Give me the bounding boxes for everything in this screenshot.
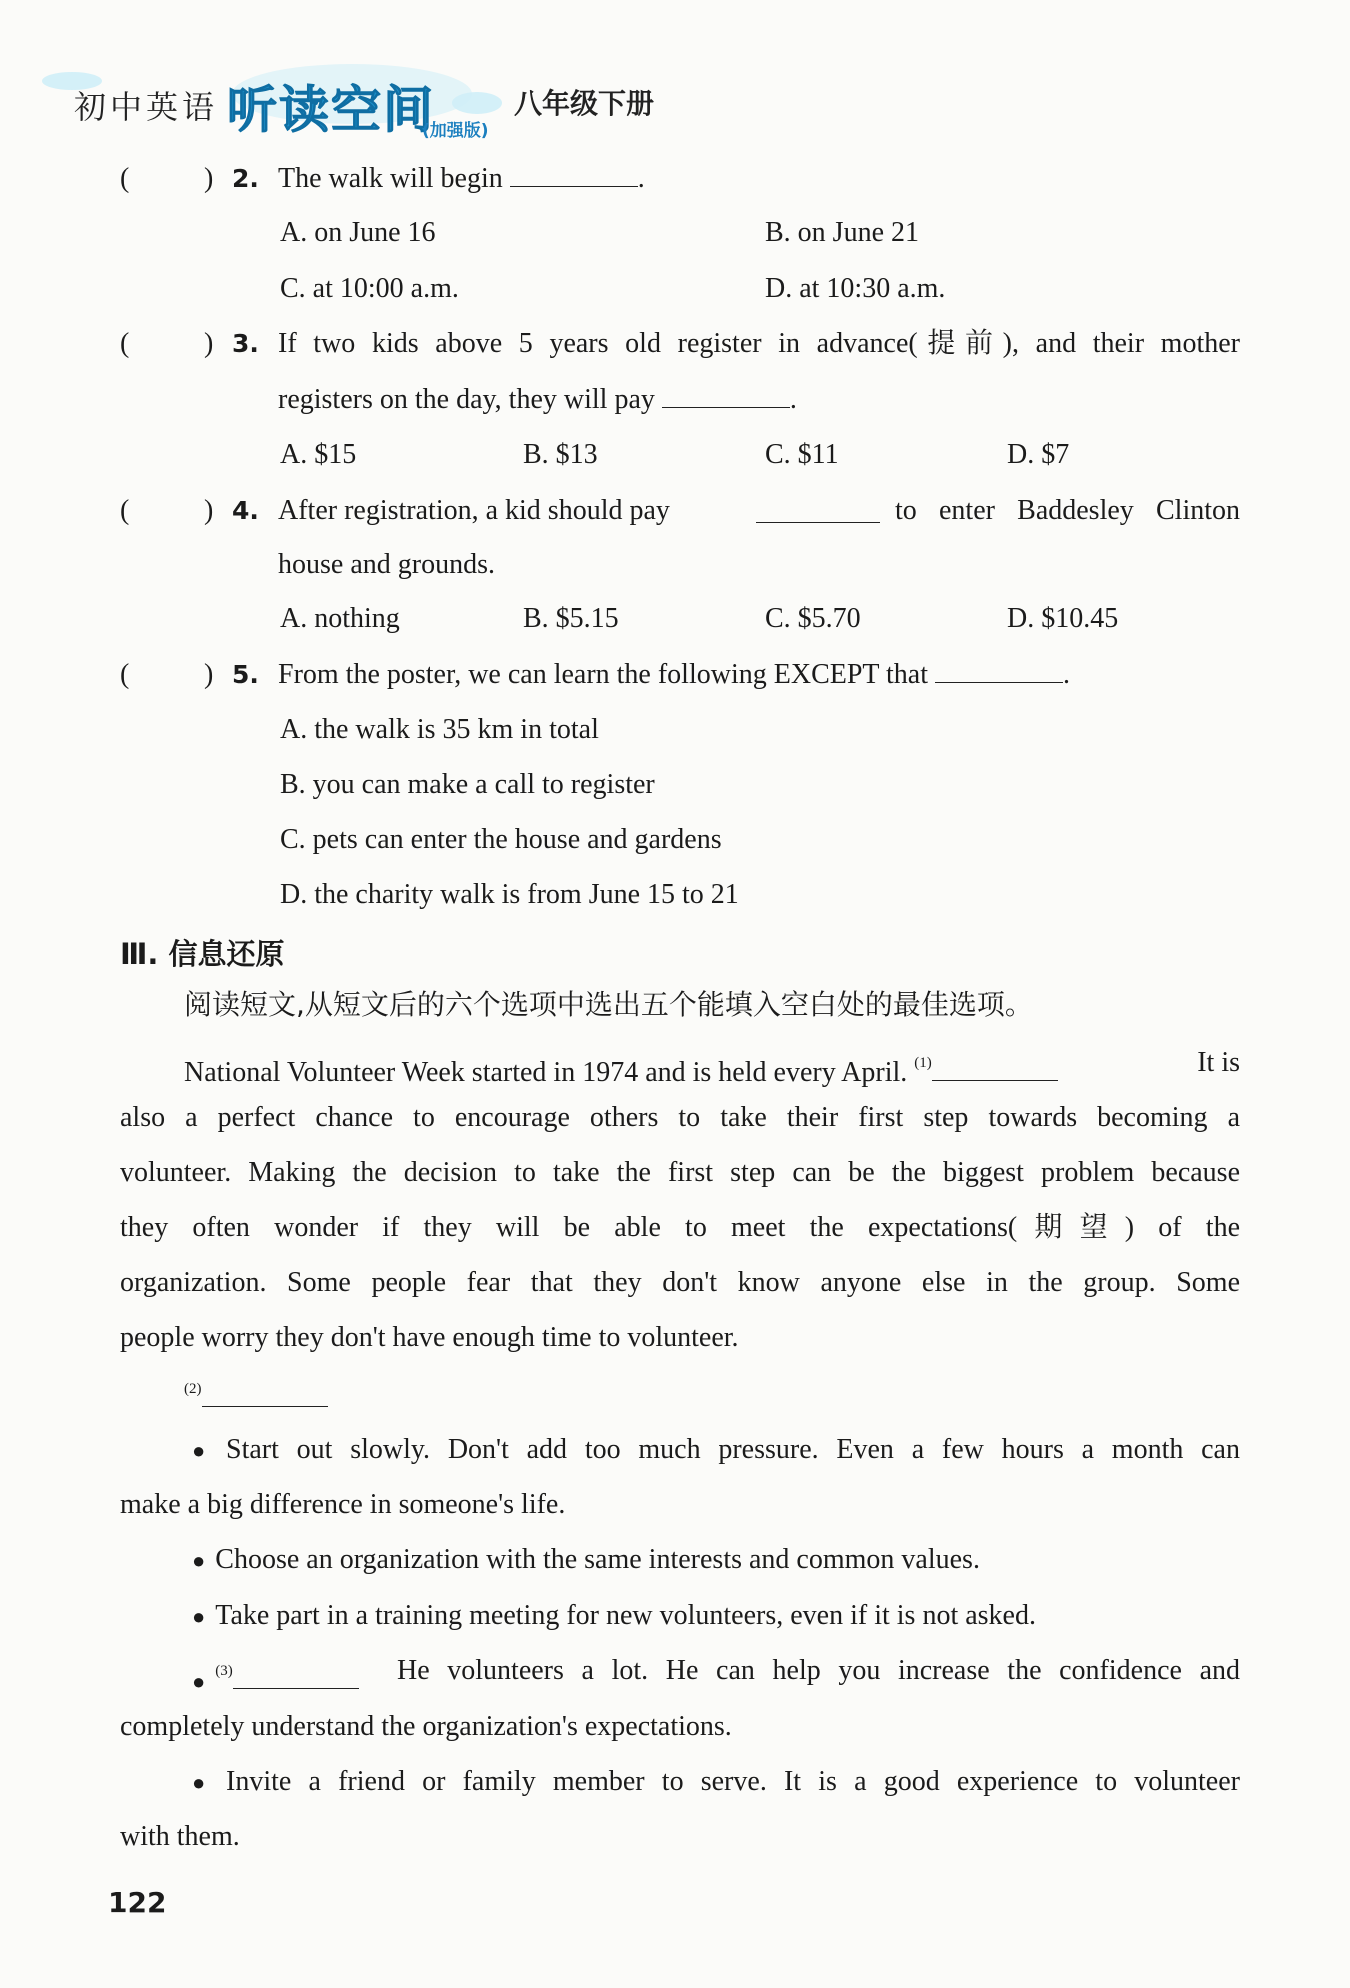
- book-series-prefix: 初中英语: [74, 88, 219, 126]
- question-stem: After registration, a kid should pay: [278, 495, 670, 526]
- option: D. $7: [1007, 439, 1070, 470]
- option: B. on June 21: [765, 217, 919, 248]
- blank-number: (3): [215, 1663, 233, 1679]
- option: C. $11: [765, 439, 839, 470]
- option: A. nothing: [280, 603, 400, 634]
- page-number: 122: [108, 1886, 167, 1919]
- book-edition: (加强版): [422, 121, 489, 141]
- option: D. $10.45: [1007, 603, 1119, 634]
- answer-blank: [935, 658, 1063, 683]
- bullet-item-continued: make a big difference in someone's life.: [120, 1489, 566, 1520]
- option: B. you can make a call to register: [280, 769, 655, 800]
- passage-line: organization. Some people fear that they don't know anyone else in the group. Some: [120, 1267, 1240, 1298]
- answer-blank: [510, 162, 638, 187]
- passage-line: National Volunteer Week started in 1974 and is held every April. $^{(1)}$ It is: [184, 1047, 1240, 1088]
- option: C. $5.70: [765, 603, 861, 634]
- question-stem-line2: house and grounds.: [278, 549, 495, 580]
- question-stem: From the poster, we can learn the following EXCEPT that .: [278, 659, 1071, 690]
- answer-paren-left: (: [120, 163, 130, 194]
- passage-line: people worry they don't have enough time to volunteer.: [120, 1322, 739, 1353]
- option: B. $13: [523, 439, 598, 470]
- option: D. at 10:30 a.m.: [765, 273, 946, 304]
- bullet-dot-icon: ●: [192, 1604, 206, 1629]
- bullet-item-continued: with them.: [120, 1821, 240, 1852]
- section-instruction: 阅读短文,从短文后的六个选项中选出五个能填入空白处的最佳选项。: [184, 988, 1033, 1021]
- question-stem: The walk will begin .: [278, 163, 645, 194]
- option: A. the walk is 35 km in total: [280, 714, 599, 745]
- bullet-item: ● $^{(3)}$ He volunteers a lot. He can help you increase the confidence and: [192, 1655, 1240, 1694]
- book-grade: 八年级下册: [514, 87, 655, 120]
- answer-blank: [202, 1376, 328, 1407]
- question-number: 3.: [232, 329, 259, 358]
- answer-paren-left: (: [120, 495, 130, 526]
- answer-paren-left: (: [120, 659, 130, 690]
- option: A. on June 16: [280, 217, 436, 248]
- bullet-item-continued: completely understand the organization's expectations.: [120, 1711, 732, 1742]
- option: D. the charity walk is from June 15 to 21: [280, 879, 739, 910]
- passage-line: also a perfect chance to encourage others to take their first step towards becoming a: [120, 1102, 1240, 1133]
- bullet-dot-icon: ●: [192, 1438, 206, 1463]
- cloud-decoration: [452, 92, 502, 114]
- blank-number: (1): [914, 1055, 932, 1071]
- question-number: 2.: [232, 164, 259, 193]
- answer-paren-right: ): [204, 163, 214, 194]
- option: C. at 10:00 a.m.: [280, 273, 459, 304]
- answer-blank: [932, 1056, 1058, 1081]
- bullet-dot-icon: ●: [192, 1770, 206, 1795]
- question-stem: to enter Baddesley Clinton: [895, 495, 1240, 526]
- bullet-item: ● Start out slowly. Don't add too much pressure. Even a few hours a month can: [192, 1434, 1240, 1465]
- blank-number: (2): [184, 1381, 202, 1397]
- bullet-item: ● Invite a friend or family member to serve. It is a good experience to volunteer: [192, 1766, 1240, 1797]
- bullet-dot-icon: ●: [192, 1548, 206, 1573]
- question-number: 5.: [232, 660, 259, 689]
- option: B. $5.15: [523, 603, 619, 634]
- book-brand-logo: 听读空间: [227, 81, 435, 139]
- blank-2-heading: [184, 1372, 328, 1416]
- section-title: Ⅲ. 信息还原: [120, 937, 285, 971]
- answer-paren-right: ): [204, 328, 214, 359]
- passage-line: they often wonder if they will be able to meet the expectations(期望) of the: [120, 1212, 1240, 1243]
- answer-blank: [756, 498, 880, 523]
- page-header: [62, 62, 1262, 142]
- bullet-dot-icon: ●: [192, 1669, 206, 1694]
- question-stem-line2: registers on the day, they will pay .: [278, 384, 797, 415]
- bullet-item: ● Choose an organization with the same interests and common values.: [192, 1544, 980, 1575]
- question-stem: If two kids above 5 years old register in advance(提前), and their mother: [278, 328, 1240, 359]
- passage-line: volunteer. Making the decision to take the first step can be the biggest problem because: [120, 1157, 1240, 1188]
- option: C. pets can enter the house and gardens: [280, 824, 722, 855]
- question-number: 4.: [232, 496, 259, 525]
- answer-blank: [233, 1664, 359, 1689]
- answer-paren-right: ): [204, 495, 214, 526]
- bullet-item: ● Take part in a training meeting for new volunteers, even if it is not asked.: [192, 1600, 1036, 1631]
- answer-blank: [662, 383, 790, 408]
- answer-paren-right: ): [204, 659, 214, 690]
- option: A. $15: [280, 439, 357, 470]
- answer-paren-left: (: [120, 328, 130, 359]
